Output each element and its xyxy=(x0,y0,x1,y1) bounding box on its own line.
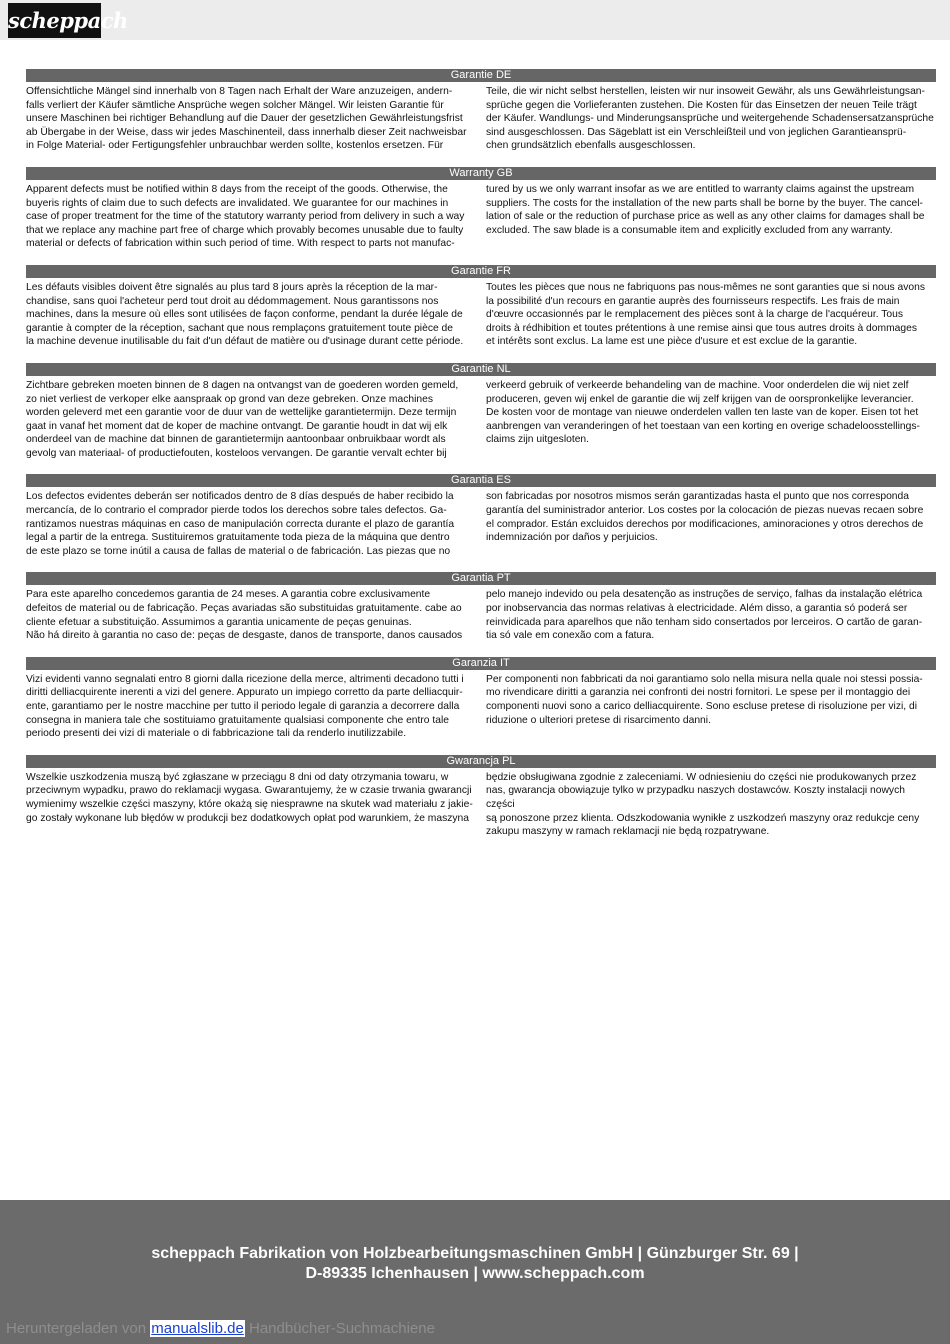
section-text-left: Los defectos evidentes deberán ser notificados dentro de 8 días después de haber recibido la mercancía, de lo contrario el comprador pierde todos los derechos sobre tales defectos. Ga- rantizamos nuestras máquinas en caso de manipulación correcta durante el plazo de garantía legal a partir de la entrega. Sustituiremos gratuitamente toda pieza de la máquina que dentro de este plazo se torne inútil a causa de fallas de material o de fabricación. Las piezas que no xyxy=(26,491,455,557)
section-garanzia-it xyxy=(26,657,936,741)
section-warranty-gb xyxy=(26,167,936,251)
address-line-1: scheppach Fabrikation von Holzbearbeitungsmaschinen GmbH | Günzburger Str. 69 | xyxy=(151,1245,799,1262)
section-title: Garantie FR xyxy=(26,265,936,278)
section-title: Garanzia IT xyxy=(26,657,936,670)
section-text-right: pelo manejo indevido ou pela desatenção as instruções de serviço, falhas da instalação elétrica por inobservancia das normas relativas à electricidade. Além disso, a garantia só poderá ser reinvidicada para aparelhos que não tenham sido consertados por lerceiros. O cartão de garan- tia só vale em conexão com a fatura. xyxy=(486,589,923,642)
address-line-2: D-89335 Ichenhausen | www.scheppach.com xyxy=(305,1265,645,1282)
section-text-left: Para este aparelho concedemos garantia de 24 meses. A garantia cobre exclusivamente defeitos de material ou de fabricação. Peças avariadas são substituidas gratuitamente. cabe ao cliente efetuar a substituição. Assumimos a garantia unicamente de peças genuinas. Não há direito à garantia no caso de: peças de desgaste, danos de transporte, danos causados xyxy=(26,589,463,642)
section-gwarancja-pl xyxy=(26,755,936,839)
section-text-right: Toutes les pièces que nous ne fabriquons pas nous-mêmes ne sont garanties que si nous avons la possibilité d'un recours en garantie auprès des fournisseurs respectifs. Les frais de main d'œuvre occasionnés par le remplacement des pièces sont à la charge de l'acquéreur. Tous droits à rédhibition et toutes prétentions à une remise ainsi que tous autres droits à dommages et intérêts sont exclus. La lame est une pièce d'usure et est exclue de la garantie. xyxy=(486,281,926,348)
section-title: Garantia ES xyxy=(26,474,936,487)
section-garantie-fr xyxy=(26,265,936,349)
manualslib-link[interactable]: manualslib.de xyxy=(151,1320,244,1337)
section-text-left: Apparent defects must be notified within 8 days from the receipt of the goods. Otherwise, the buyeris rights of claim due to such defects are invalidated. We guarantee for our machines in case of proper treatment for the time of the statutory warranty period from delivery in such a way that we replace any machine part free of charge which provably becomes unusable due to faulty material or defects of fabrication within such period of time. With respect to parts not manufac- xyxy=(26,183,465,250)
section-text-left: Vizi evidenti vanno segnalati entro 8 giorni dalla ricezione della merce, altrimenti decadono tutti i diritti delliacquirente inerenti a vizi del genere. Appurato un impiego corretto da parte delliacquir- ente, garantiamo per le nostre macchine per tutto il periodo legale di garanzia a decorrere dalla consegna in maniera tale che sostituiamo gratuitamente qualsiasi componente che entro tale periodo presenti dei vizi di materiale o di fabbricazione tali da renderlo inutilizzabile. xyxy=(26,673,464,740)
warranty-content xyxy=(26,69,936,853)
section-text-left: Wszelkie uszkodzenia muszą być zgłaszane w przeciągu 8 dni od daty otrzymania towaru, w przeciwnym wypadku, prawo do reklamacji wygasa. Gwarantujemy, że w czasie trwania gwarancji wymienimy wszelkie części maszyny, które okażą się niesprawne na skutek wad materiału z jakie- go zostały wykonane lub błędów w produkcji bez dodatkowych opłat pod warunkiem, że maszyna xyxy=(26,771,473,824)
section-garantie-de xyxy=(26,69,936,153)
credit-prefix: Heruntergeladen von xyxy=(6,1320,151,1337)
section-text-left: Offensichtliche Mängel sind innerhalb von 8 Tagen nach Erhalt der Ware anzuzeigen, andern- falls verliert der Käufer sämtliche Ansprüche wegen solcher Mängel. Wir leisten Garantie für unsere Maschinen bei richtiger Behandlung auf die Dauer der gesetzlichen Gewährleistungsfrist ab Übergabe in der Weise, dass wir jedes Maschinenteil, dass innerhalb dieser Zeit nachweisbar in Folge Material- oder Fertigungsfehler unbrauchbar werden sollte, kostenlos ersetzen. Für xyxy=(26,86,467,152)
section-title: Warranty GB xyxy=(26,167,936,180)
credit-suffix: Handbücher-Suchmachiene xyxy=(244,1320,435,1337)
scheppach-logo: scheppach xyxy=(8,3,101,38)
section-text-right: tured by us we only warrant insofar as we are entitled to warranty claims against the upstream suppliers. The costs for the installation of the new parts shall be borne by the buyer. The cancel- lation of sale or the reduction of purchase price as well as any other claims for damages shall be excluded. The saw blade is a consumable item and explicitly excluded from any warranty. xyxy=(486,183,925,236)
header-bar xyxy=(0,0,950,40)
section-title: Garantie DE xyxy=(26,69,936,82)
section-text-right: Teile, die wir nicht selbst herstellen, leisten wir nur insoweit Gewähr, als uns Gewährleistungsan- sprüche gegen die Vorlieferanten zustehen. Die Kosten für das Einsetzen der neuen Teile trägt der Käufer. Wandlungs- und Minderungsansprüche und weitergehende Schadensersatzansprüche sind ausgeschlossen. Das Sägeblatt ist ein Verschleißteil und von jeglichen Garantieansprü- chen grundsätzlich ebenfalls ausgeschlossen. xyxy=(486,86,934,152)
section-title: Garantie NL xyxy=(26,363,936,376)
download-credit xyxy=(6,1320,435,1338)
section-text-left: Les défauts visibles doivent être signalés au plus tard 8 jours après la réception de la mar- chandise, sans quoi l'acheteur perd tout droit au dédommagement. Nous garantissons nos machines, dans la mesure où elles sont utilisées de façon conforme, pendant la durée légale de garantie à compter de la réception, sachant que nous remplaçons gratuitement toute pièce de la machine devenue inutilisable du fait d'un défaut de matière ou d'usinage durant cette période. xyxy=(26,281,464,348)
section-garantia-pt xyxy=(26,572,936,642)
section-garantia-es xyxy=(26,474,936,558)
section-text-left: Zichtbare gebreken moeten binnen de 8 dagen na ontvangst van de goederen worden gemeld, zo niet verliest de verkoper elke aanspraak op grond van deze gebreken. Onze machines worden geleverd met een garantie voor de duur van de wettelijke garantietermijn. Deze termijn gaat in vanaf het moment dat de koper de machine ontvangt. De garantie houdt in dat wij elk onderdeel van de machine dat binnen de garantietermijn aantoonbaar onbruikbaar wordt als gevolg van materiaal- of productiefouten, kosteloos vervangen. De garantie vervalt echter bij xyxy=(26,379,459,459)
section-text-right: będzie obsługiwana zgodnie z zaleceniami. W odniesieniu do części nie produkowanych przez nas, gwarancja obowiązuje tylko w przypadku naszych dostawców. Koszty instalacji nowych części są ponoszone przez klienta. Odszkodowania wynikłe z uszkodzeń maszyny oraz redukcje ceny zakupu maszyny w ramach reklamacji nie będą rozpatrywane. xyxy=(486,771,920,838)
section-text-right: verkeerd gebruik of verkeerde behandeling van de machine. Voor onderdelen die wij niet zelf produceren, geven wij enkel de garantie die wij zelf krijgen van de oorspronkelijke leverancier. De kosten voor de montage van nieuwe onderdelen vallen ten laste van de koper. Eisen tot het aanbrengen van veranderingen of het toestaan van een korting en overige schadeloosstellings- claims zijn uitgesloten. xyxy=(486,379,920,446)
section-text-right: son fabricadas por nosotros mismos serán garantizadas hasta el punto que nos corresponda garantía del suministrador anterior. Los costes por la colocación de piezas nuevas recaen sobre el comprador. Están excluidos derechos por modificaciones, aminoraciones y otros derechos de indemnización por daños y perjuicios. xyxy=(486,491,924,544)
section-text-right: Per componenti non fabbricati da noi garantiamo solo nella misura nella quale noi stessi possia- mo rivendicare diritti a garanzia nei confronti dei nostri fornitori. Le spese per il montaggio dei componenti nuovi sono a carico delliacquirente. Sono escluse pretese di risoluzione per vizi, di riduzione o ulteriori pretese di risarcimento danni. xyxy=(486,673,923,726)
section-title: Gwarancja PL xyxy=(26,755,936,768)
company-address xyxy=(0,1244,950,1284)
footer xyxy=(0,1200,950,1344)
section-title: Garantia PT xyxy=(26,572,936,585)
section-garantie-nl xyxy=(26,363,936,461)
